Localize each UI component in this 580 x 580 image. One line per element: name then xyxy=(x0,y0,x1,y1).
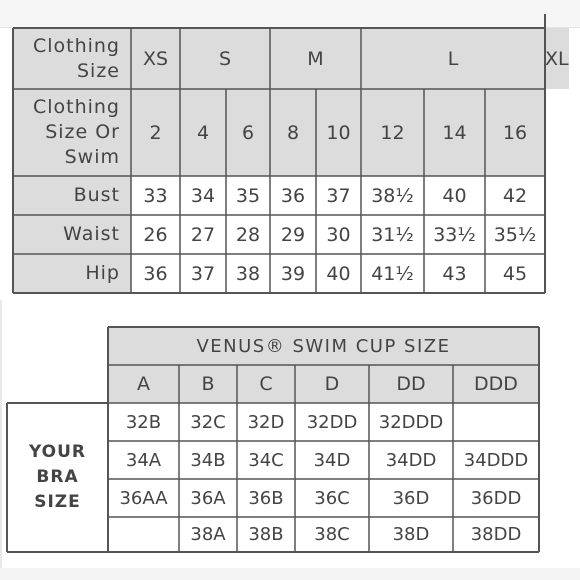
cup-header-dd xyxy=(369,365,453,403)
row-label-clothing-size-text: Clothing Size xyxy=(32,34,120,82)
bra-size-cell-text: 32DDD xyxy=(378,411,444,433)
left-edge xyxy=(0,300,2,580)
bra-size-cell xyxy=(108,441,179,479)
bra-size-cell-text: 36AA xyxy=(119,487,168,509)
cup-size-title xyxy=(108,327,539,365)
bra-size-cell-text: 36C xyxy=(314,487,350,509)
hip-value-cell-text: 37 xyxy=(190,262,216,285)
waist-value-cell-text: 27 xyxy=(190,223,216,246)
hip-value-cell xyxy=(180,254,226,293)
bra-size-cell-text: 34A xyxy=(125,449,162,471)
waist-value-cell-text: 29 xyxy=(280,223,306,246)
hip-value-cell xyxy=(226,254,270,293)
letter-size-l-text: L xyxy=(447,47,459,70)
waist-value-cell xyxy=(131,215,180,254)
hip-value-cell-text: 41½ xyxy=(371,262,414,285)
bra-size-cell xyxy=(295,479,369,517)
bust-value-cell xyxy=(270,176,316,215)
bra-size-cell-text: 38C xyxy=(314,524,350,545)
waist-value-cell xyxy=(424,215,485,254)
waist-value-cell xyxy=(180,215,226,254)
cup-header-b xyxy=(179,365,237,403)
numeric-size-cell-text: 10 xyxy=(326,121,351,144)
waist-value-cell xyxy=(270,215,316,254)
bra-size-cell xyxy=(237,517,295,552)
waist-value-cell-text: 30 xyxy=(326,223,351,246)
bra-size-cell xyxy=(179,479,237,517)
row-label-hip-text: Hip xyxy=(85,262,120,284)
row-label-bust-text: Bust xyxy=(73,184,120,206)
numeric-size-cell-text: 6 xyxy=(241,121,255,144)
bra-size-cell-text: 34DDD xyxy=(463,449,529,471)
bra-size-cell xyxy=(369,517,453,552)
bra-size-cell-text: 34B xyxy=(190,449,226,471)
bra-size-cell xyxy=(108,479,179,517)
bra-size-cell-text: 38DD xyxy=(470,524,522,545)
numeric-size-cell xyxy=(131,89,180,176)
numeric-size-cell-text: 14 xyxy=(442,121,467,144)
letter-size-xs-text: XS xyxy=(142,47,169,70)
row-label-hip xyxy=(13,254,131,293)
bra-size-cell xyxy=(453,479,539,517)
bra-size-cell-text: 32DD xyxy=(306,411,358,433)
bra-size-cell-text: 34D xyxy=(313,449,351,471)
bust-value-cell xyxy=(131,176,180,215)
bra-size-cell-text: 36D xyxy=(392,487,430,509)
cup-header-ddd xyxy=(453,365,539,403)
waist-value-cell xyxy=(226,215,270,254)
bra-size-cell-text: 34C xyxy=(248,449,284,471)
bra-size-cell-text: 34DD xyxy=(385,449,437,471)
bra-size-cell-text: 32C xyxy=(190,411,226,433)
numeric-size-cell xyxy=(180,89,226,176)
top-strip xyxy=(0,0,580,28)
bra-size-cell-text: 38B xyxy=(248,524,284,545)
row-label-clothing-size-or-swim xyxy=(13,89,131,176)
bust-value-cell xyxy=(226,176,270,215)
bust-value-cell-text: 35 xyxy=(235,184,261,207)
numeric-size-cell xyxy=(424,89,485,176)
bra-size-cell xyxy=(179,441,237,479)
waist-value-cell xyxy=(316,215,361,254)
bra-size-cell-text: 32D xyxy=(247,411,285,433)
letter-size-xl-text: XL xyxy=(545,47,569,70)
hip-value-cell-text: 39 xyxy=(280,262,306,285)
bra-size-cell xyxy=(369,403,453,441)
hip-value-cell-text: 38 xyxy=(235,262,261,285)
hip-value-cell xyxy=(131,254,180,293)
bust-value-cell-text: 42 xyxy=(502,184,528,207)
waist-value-cell-text: 26 xyxy=(143,223,168,246)
numeric-size-cell-text: 2 xyxy=(149,121,162,144)
letter-size-s-text: S xyxy=(218,47,232,70)
bust-value-cell xyxy=(361,176,424,215)
cup-header-d-text: D xyxy=(324,373,340,395)
bottom-strip xyxy=(0,568,580,580)
cup-header-b-text: B xyxy=(201,373,215,395)
hip-value-cell xyxy=(270,254,316,293)
cup-header-c-text: C xyxy=(259,373,273,395)
numeric-size-cell-text: 8 xyxy=(286,121,300,144)
bust-value-cell-text: 36 xyxy=(280,184,306,207)
bust-value-cell xyxy=(485,176,545,215)
hip-value-cell-text: 40 xyxy=(326,262,351,285)
cup-header-a xyxy=(108,365,179,403)
letter-size-m xyxy=(270,28,361,89)
bra-size-cell-text: 36A xyxy=(190,487,226,509)
row-label-waist-text: Waist xyxy=(63,223,120,245)
hip-value-cell-text: 45 xyxy=(502,262,528,285)
your-bra-size-label-text: YOUR BRA SIZE xyxy=(28,442,87,512)
cup-header-c xyxy=(237,365,295,403)
cup-header-a-text: A xyxy=(137,373,150,395)
row-label-bust xyxy=(13,176,131,215)
numeric-size-cell-text: 4 xyxy=(196,121,210,144)
bra-size-cell-text: 36B xyxy=(248,487,284,509)
bust-value-cell-text: 38½ xyxy=(371,184,414,207)
numeric-size-cell xyxy=(361,89,424,176)
bust-value-cell xyxy=(316,176,361,215)
letter-size-m-text: M xyxy=(307,47,324,70)
bust-value-cell xyxy=(180,176,226,215)
bra-size-cell xyxy=(108,517,179,552)
letter-size-s xyxy=(180,28,270,89)
waist-value-cell-text: 31½ xyxy=(371,223,414,246)
numeric-size-cell-text: 12 xyxy=(380,121,405,144)
cup-header-d xyxy=(295,365,369,403)
bra-size-cell xyxy=(453,517,539,552)
hip-value-cell-text: 36 xyxy=(143,262,168,285)
bust-value-cell-text: 37 xyxy=(326,184,351,207)
hip-value-cell xyxy=(361,254,424,293)
bra-size-cell-text: 36DD xyxy=(470,487,522,509)
bra-size-cell-text: 32B xyxy=(125,411,162,433)
letter-size-xl xyxy=(545,28,569,89)
bra-size-cell xyxy=(295,441,369,479)
waist-value-cell xyxy=(485,215,545,254)
row-label-waist xyxy=(13,215,131,254)
bra-size-cell xyxy=(369,479,453,517)
bust-value-cell xyxy=(424,176,485,215)
numeric-size-cell xyxy=(226,89,270,176)
bra-size-cell xyxy=(179,403,237,441)
cup-size-title-text: VENUS® SWIM CUP SIZE xyxy=(196,335,451,357)
bra-size-cell xyxy=(295,403,369,441)
bra-size-cell-text: 38D xyxy=(392,524,430,545)
hip-value-cell xyxy=(485,254,545,293)
your-bra-size-label xyxy=(7,403,108,552)
cup-header-dd-text: DD xyxy=(396,373,426,395)
letter-size-l xyxy=(361,28,545,89)
bra-size-cell-text: 38A xyxy=(190,524,226,545)
row-label-clothing-size xyxy=(13,28,131,89)
bust-value-cell-text: 33 xyxy=(143,184,168,207)
numeric-size-cell xyxy=(485,89,545,176)
waist-value-cell-text: 33½ xyxy=(433,223,476,246)
hip-value-cell xyxy=(424,254,485,293)
row-label-clothing-size-or-swim-text: Clothing Size Or Swim xyxy=(32,96,120,168)
waist-value-cell-text: 35½ xyxy=(493,223,537,246)
numeric-size-cell xyxy=(270,89,316,176)
bra-size-cell xyxy=(108,403,179,441)
bra-size-cell xyxy=(237,441,295,479)
hip-value-cell xyxy=(316,254,361,293)
numeric-size-cell xyxy=(316,89,361,176)
bust-value-cell-text: 34 xyxy=(190,184,216,207)
numeric-size-cell-text: 16 xyxy=(502,121,528,144)
bust-value-cell-text: 40 xyxy=(442,184,467,207)
cup-header-ddd-text: DDD xyxy=(474,373,518,395)
bra-size-cell xyxy=(295,517,369,552)
bra-size-cell xyxy=(453,441,539,479)
bra-size-cell xyxy=(369,441,453,479)
letter-size-xs xyxy=(131,28,180,89)
waist-value-cell xyxy=(361,215,424,254)
bra-size-cell xyxy=(237,479,295,517)
bra-size-cell xyxy=(453,403,539,441)
bra-size-cell xyxy=(237,403,295,441)
waist-value-cell-text: 28 xyxy=(235,223,261,246)
bra-size-cell xyxy=(179,517,237,552)
hip-value-cell-text: 43 xyxy=(442,262,467,285)
